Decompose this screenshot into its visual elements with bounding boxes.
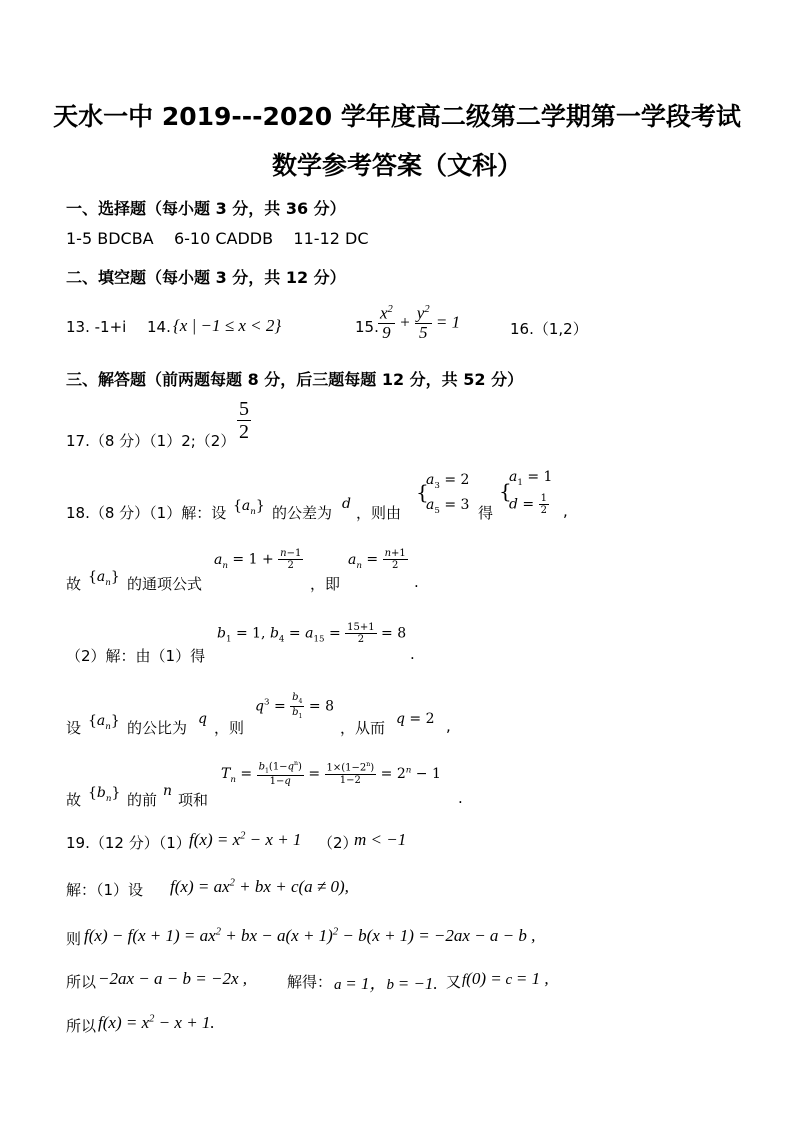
q18-comma: , (563, 502, 568, 520)
q18-q: q (198, 711, 207, 727)
q18-line4-text-c: ，则 (214, 719, 245, 737)
section-fill-heading: 二、填空题（每小题 3 分，共 12 分） (66, 268, 346, 287)
q18-line4-text-b: 的公比为 (127, 719, 188, 737)
q18-system-given: { $a_3 = 2$ $a_5 = 3$ (416, 472, 470, 516)
q18-q-value: q = 2 (396, 711, 435, 727)
q14-label: 14. (147, 318, 171, 336)
choice-answers: 1-5 BDCBA 6-10 CADDB 11-12 DC (66, 229, 369, 248)
q18-line1-text-d: 得 (478, 504, 494, 522)
q18-q-cubed: $q^3$ = $\frac{b_4}{b_1}$ = 8 (255, 692, 335, 720)
q18-general-formula: $a_n = 1$ + $\frac{n-1}{2}$ (214, 548, 302, 571)
q19-answer-1: $f(x) = x^2 - x + 1$ (189, 830, 302, 849)
q18-b-values: $b_1 = 1$, $b_4 = a_{15}$ = $\frac{15+1}{2}$ = 8 (217, 622, 407, 645)
q18-general-formula-simplified: $a_n$ = $\frac{n+1}{2}$ (348, 548, 406, 571)
q19-f0: f(0) = c = 1 , (462, 969, 549, 988)
q19-difference-expansion: $f(x) - f(x + 1) = ax^2$ + bx − $a(x + 1)^2 - b(x + 1) = -2ax - a - b$ , (84, 926, 536, 945)
q18-line2-text: 故 (66, 575, 82, 593)
q18-period-2: . (410, 645, 415, 663)
q19-solved-values: a = 1，b = −1. (334, 974, 438, 993)
q17-fraction: $\frac{5}{2}$ (239, 398, 249, 443)
q19-final-f: $f(x) = x^2 - x + 1$. (98, 1013, 215, 1032)
q18-seq-bn: $\{b_n\}$ (88, 785, 121, 804)
section-solution-heading: 三、解答题（前两题每题 8 分，后三题每题 12 分，共 52 分） (66, 370, 524, 389)
q18-line4-text-d: ，从而 (340, 719, 386, 737)
q19-assume-f: $f(x) = ax^2$ + bx + c(a ≠ 0), (170, 877, 349, 896)
q19-then: 则 (66, 930, 82, 948)
q18-seq-an-3: $\{a_n\}$ (88, 713, 120, 732)
q15-label: 15. (355, 318, 379, 336)
q18-seq-an-2: $\{a_n\}$ (88, 569, 120, 588)
q18-line4-text: 设 (66, 719, 82, 737)
q18-seq-an: $\{a_n\}$ (233, 498, 265, 517)
q16-answer: 16.（1,2） (510, 320, 588, 338)
q18-period-3: . (458, 789, 463, 807)
q18-line1-text: 18.（8 分）（1）解：设 (66, 504, 227, 522)
q18-line2-text-c: ，即 (310, 575, 341, 593)
section-choice-heading: 一、选择题（每小题 3 分，共 36 分） (66, 199, 346, 218)
q18-line3-text: （2）解：由（1）得 (66, 647, 206, 665)
q19-equation: −2ax − a − b = −2x , (98, 969, 247, 988)
q18-d: d (342, 496, 351, 512)
q13-answer: 13. -1+i (66, 318, 127, 336)
q19-heading: 19.（12 分）（1） (66, 834, 191, 852)
q18-comma-2: , (446, 717, 451, 735)
q18-period-1: . (414, 573, 419, 591)
q15-answer: $\frac{x^2}{9}$ + $\frac{y^2}{5}$ = 1 (380, 303, 461, 343)
document-title: 天水一中 2019---2020 学年度高二级第二学期第一学段考试 (53, 102, 741, 131)
q19-solution-intro: 解：（1）设 (66, 881, 144, 899)
q19-answer-2: m < −1 (354, 830, 407, 849)
q18-line5-text: 故 (66, 791, 82, 809)
q19-so: 所以 (66, 973, 97, 991)
document-subtitle: 数学参考答案（文科） (271, 151, 522, 180)
q18-line1-text-b: 的公差为 (272, 504, 333, 522)
q18-line1-text-c: ，则由 (356, 504, 402, 522)
q18-n: n (163, 783, 173, 799)
q18-line5-text-c: 项和 (178, 791, 209, 809)
q18-system-result: { $a_1 = 1$ d = $\frac{1}{2}$ (499, 469, 553, 516)
q18-line2-text-b: 的通项公式 (127, 575, 203, 593)
q19-again: 又 (446, 973, 462, 991)
q18-line5-text-b: 的前 (127, 791, 158, 809)
q18-sum-formula: $T_n$ = $\frac{b_1(1-q^n)}{1-q}$ = $\frac{1\times(1-2^n)}{1-2}$ = $2^n - 1$ (221, 760, 441, 788)
q19-so-2: 所以 (66, 1017, 97, 1035)
q17-answer: 17.（8 分）（1）2;（2） (66, 432, 236, 450)
q14-answer: {x | −1 ≤ x < 2} (173, 316, 282, 335)
q19-solve-label: 解得： (287, 973, 333, 991)
q19-part2-label: （2） (318, 834, 358, 852)
